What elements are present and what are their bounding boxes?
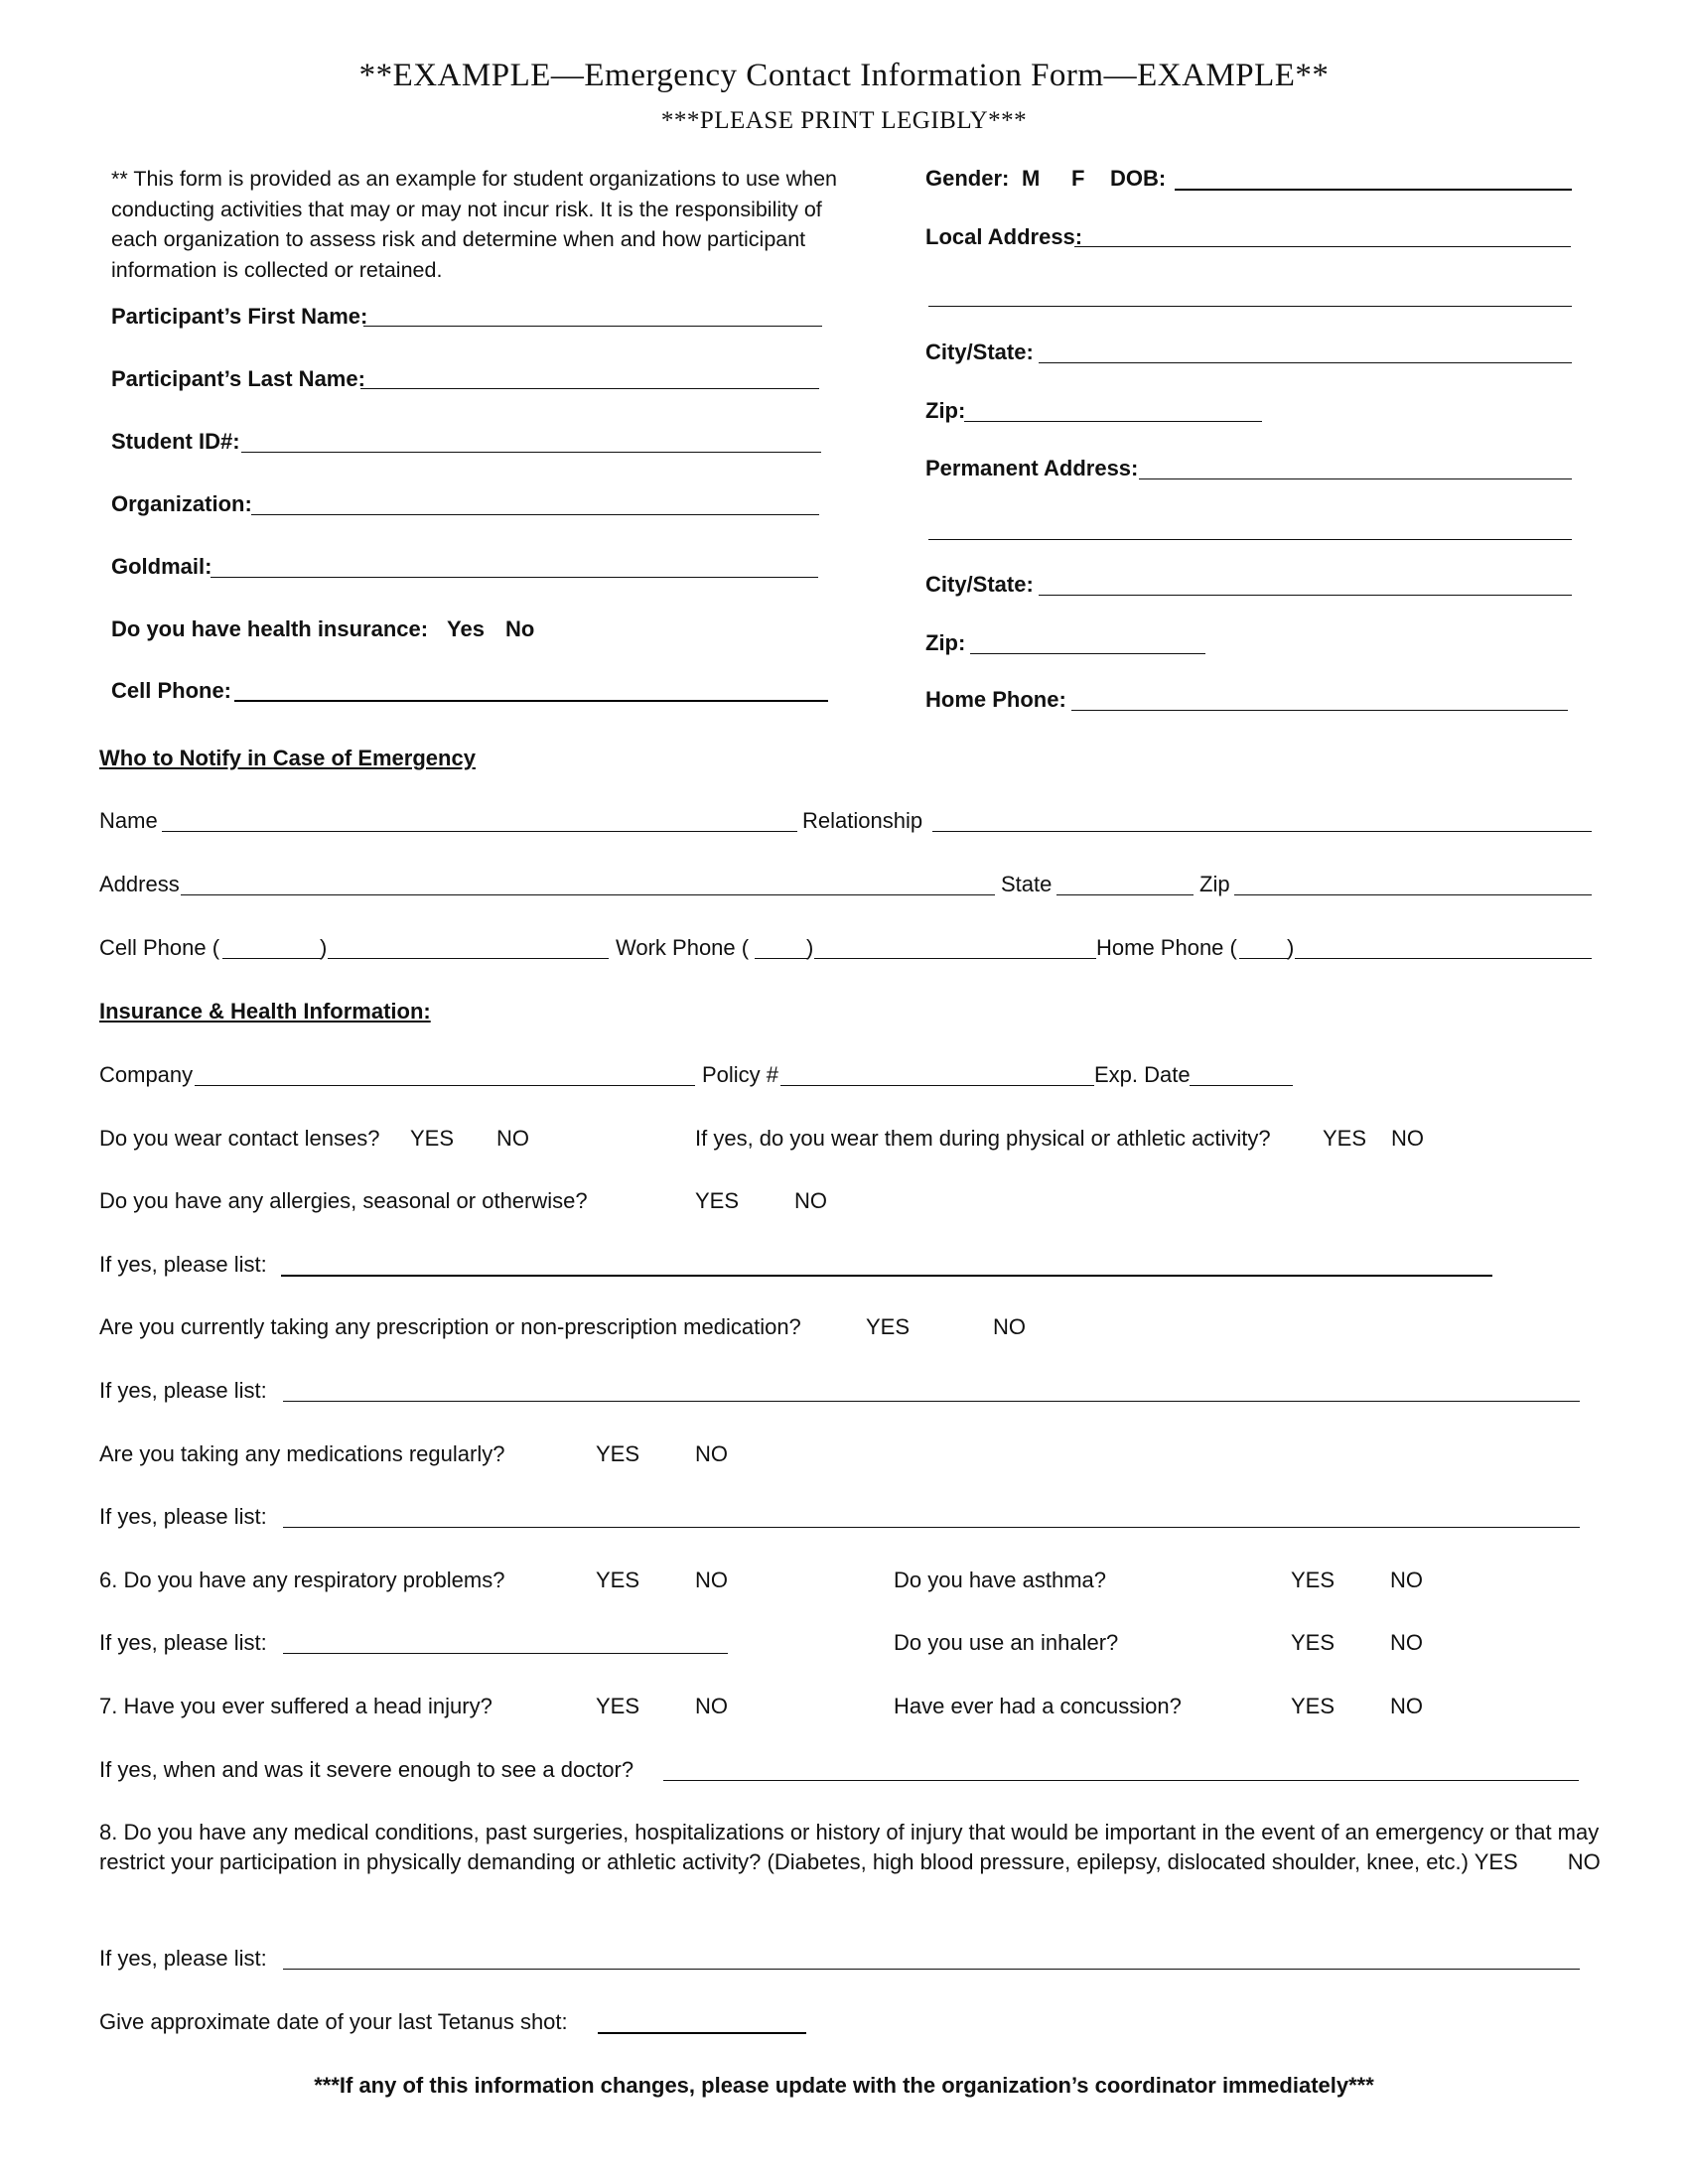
concussion-no-option[interactable]: NO (1390, 1694, 1423, 1718)
health-insurance-question: Do you have health insurance: (111, 616, 429, 641)
emergency-zip-label: Zip (1199, 872, 1230, 896)
goldmail-field[interactable] (211, 577, 818, 578)
emergency-zip-field[interactable] (1234, 894, 1592, 895)
conditions-list-label: If yes, please list: (99, 1946, 267, 1971)
emergency-state-field[interactable] (1056, 894, 1194, 895)
regular-medication-list-field[interactable] (283, 1527, 1580, 1528)
medication-list-field[interactable] (283, 1401, 1580, 1402)
inhaler-question: Do you use an inhaler? (894, 1630, 1119, 1655)
gender-label: Gender: (925, 166, 1010, 191)
emergency-work-phone-paren: ) (806, 935, 814, 960)
medication-question: Are you currently taking any prescription or non-prescription medication? (99, 1314, 801, 1339)
student-id-label: Student ID#: (111, 429, 240, 454)
gender-m-option[interactable]: M (1022, 166, 1041, 191)
emergency-address-label: Address (99, 872, 180, 896)
dob-field[interactable] (1175, 189, 1572, 191)
footer-notice: ***If any of this information changes, please update with the organization’s coordinator immediately*** (314, 2073, 1374, 2098)
respiratory-yes-option[interactable]: YES (596, 1568, 640, 1592)
student-id-field[interactable] (241, 452, 821, 453)
local-address-field[interactable] (1074, 246, 1571, 247)
local-zip-field[interactable] (964, 421, 1262, 422)
health-insurance-yes-option[interactable]: Yes (447, 616, 485, 641)
tetanus-date-field[interactable] (598, 2032, 806, 2034)
permanent-zip-field[interactable] (970, 653, 1205, 654)
organization-field[interactable] (251, 514, 819, 515)
insurance-heading: Insurance & Health Information: (99, 999, 431, 1024)
gender-f-option[interactable]: F (1071, 166, 1085, 191)
respiratory-question: 6. Do you have any respiratory problems? (99, 1568, 505, 1592)
insurance-exp-date-field[interactable] (1190, 1085, 1293, 1086)
conditions-yes-option[interactable]: YES (1474, 1849, 1518, 1874)
contacts-followup-question: If yes, do you wear them during physical or athletic activity? (695, 1126, 1271, 1151)
emergency-cell-phone-paren: ) (320, 935, 328, 960)
allergies-yes-option[interactable]: YES (695, 1188, 740, 1213)
insurance-exp-date-label: Exp. Date (1094, 1062, 1191, 1087)
local-address-label: Local Address: (925, 224, 1083, 249)
last-name-label: Participant’s Last Name: (111, 366, 365, 391)
regular-medication-question: Are you taking any medications regularly? (99, 1441, 505, 1466)
first-name-field[interactable] (363, 326, 822, 327)
contacts-followup-no-option[interactable]: NO (1391, 1126, 1424, 1151)
emergency-relationship-label: Relationship (802, 808, 923, 833)
emergency-cell-phone-label: Cell Phone ( (99, 935, 220, 960)
insurance-company-field[interactable] (195, 1085, 695, 1086)
emergency-name-label: Name (99, 808, 158, 833)
emergency-relationship-field[interactable] (932, 831, 1592, 832)
allergies-no-option[interactable]: NO (794, 1188, 827, 1213)
conditions-no-option[interactable]: NO (1567, 1849, 1601, 1874)
permanent-address-field[interactable] (1139, 478, 1572, 479)
contacts-yes-option[interactable]: YES (410, 1126, 455, 1151)
tetanus-question: Give approximate date of your last Tetanus shot: (99, 2009, 568, 2034)
concussion-yes-option[interactable]: YES (1291, 1694, 1336, 1718)
organization-label: Organization: (111, 491, 252, 516)
head-injury-no-option[interactable]: NO (695, 1694, 728, 1718)
emergency-state-label: State (1001, 872, 1053, 896)
emergency-cell-phone-field[interactable] (328, 958, 609, 959)
allergies-question: Do you have any allergies, seasonal or otherwise? (99, 1188, 588, 1213)
emergency-address-field[interactable] (181, 894, 995, 895)
contacts-no-option[interactable]: NO (496, 1126, 529, 1151)
permanent-address-label: Permanent Address: (925, 456, 1139, 480)
home-phone-field[interactable] (1071, 710, 1568, 711)
first-name-label: Participant’s First Name: (111, 304, 368, 329)
dob-label: DOB: (1110, 166, 1167, 191)
head-injury-question: 7. Have you ever suffered a head injury? (99, 1694, 492, 1718)
insurance-policy-label: Policy # (702, 1062, 779, 1087)
emergency-cell-phone-area-code-field[interactable] (222, 958, 322, 959)
contacts-followup-yes-option[interactable]: YES (1323, 1126, 1367, 1151)
participant-cell-phone-label: Cell Phone: (111, 678, 232, 703)
emergency-home-phone-area-code-field[interactable] (1239, 958, 1289, 959)
conditions-question: 8. Do you have any medical conditions, past surgeries, hospitalizations or history of injury that would be important in the event of an emergency or that may restrict your participation in physically demanding or athletic activity? (Diabetes, high blood pressure, epilepsy, dislocated shoulder, knee, etc.) YES NO (99, 1820, 1601, 1874)
conditions-list-field[interactable] (283, 1969, 1580, 1970)
medication-list-label: If yes, please list: (99, 1378, 267, 1403)
form-title: **EXAMPLE—Emergency Contact Information Form—EXAMPLE** (358, 58, 1330, 93)
emergency-home-phone-paren: ) (1287, 935, 1295, 960)
inhaler-yes-option[interactable]: YES (1291, 1630, 1336, 1655)
emergency-heading: Who to Notify in Case of Emergency (99, 746, 476, 770)
regular-medication-yes-option[interactable]: YES (596, 1441, 640, 1466)
contacts-question: Do you wear contact lenses? (99, 1126, 380, 1151)
emergency-work-phone-label: Work Phone ( (616, 935, 750, 960)
concussion-question: Have ever had a concussion? (894, 1694, 1182, 1718)
health-insurance-no-option[interactable]: No (505, 616, 535, 641)
respiratory-no-option[interactable]: NO (695, 1568, 728, 1592)
emergency-work-phone-area-code-field[interactable] (755, 958, 808, 959)
permanent-city-state-label: City/State: (925, 572, 1034, 597)
doctor-question: If yes, when and was it severe enough to see a doctor? (99, 1757, 634, 1782)
inhaler-no-option[interactable]: NO (1390, 1630, 1423, 1655)
permanent-zip-label: Zip: (925, 630, 966, 655)
regular-medication-no-option[interactable]: NO (695, 1441, 728, 1466)
emergency-name-field[interactable] (162, 831, 797, 832)
form-subtitle: ***PLEASE PRINT LEGIBLY*** (660, 107, 1028, 134)
participant-cell-phone-field[interactable] (234, 700, 828, 702)
permanent-address-field-line-2[interactable] (928, 539, 1572, 540)
asthma-question: Do you have asthma? (894, 1568, 1107, 1592)
emergency-home-phone-label: Home Phone ( (1096, 935, 1237, 960)
medication-no-option[interactable]: NO (993, 1314, 1026, 1339)
home-phone-label: Home Phone: (925, 687, 1066, 712)
insurance-company-label: Company (99, 1062, 194, 1087)
last-name-field[interactable] (360, 388, 819, 389)
head-injury-yes-option[interactable]: YES (596, 1694, 640, 1718)
local-city-state-field[interactable] (1039, 362, 1572, 363)
emergency-work-phone-field[interactable] (814, 958, 1096, 959)
emergency-home-phone-field[interactable] (1295, 958, 1592, 959)
insurance-policy-field[interactable] (780, 1085, 1094, 1086)
regular-medication-list-label: If yes, please list: (99, 1504, 267, 1529)
local-zip-label: Zip: (925, 398, 966, 423)
permanent-city-state-field[interactable] (1039, 595, 1572, 596)
asthma-no-option[interactable]: NO (1390, 1568, 1423, 1592)
respiratory-list-field[interactable] (283, 1653, 728, 1654)
asthma-yes-option[interactable]: YES (1291, 1568, 1336, 1592)
local-address-field-line-2[interactable] (928, 306, 1572, 307)
disclaimer-text: ** This form is provided as an example for student organizations to use when conducting activities that may or may not incur risk. It is the responsibility of each organization to assess risk and determine when and how participant information is collected or retained. (111, 167, 837, 282)
allergies-list-field[interactable] (281, 1275, 1492, 1277)
allergies-list-label: If yes, please list: (99, 1252, 267, 1277)
respiratory-list-label: If yes, please list: (99, 1630, 267, 1655)
goldmail-label: Goldmail: (111, 554, 212, 579)
doctor-field[interactable] (663, 1780, 1579, 1781)
local-city-state-label: City/State: (925, 340, 1034, 364)
medication-yes-option[interactable]: YES (866, 1314, 911, 1339)
